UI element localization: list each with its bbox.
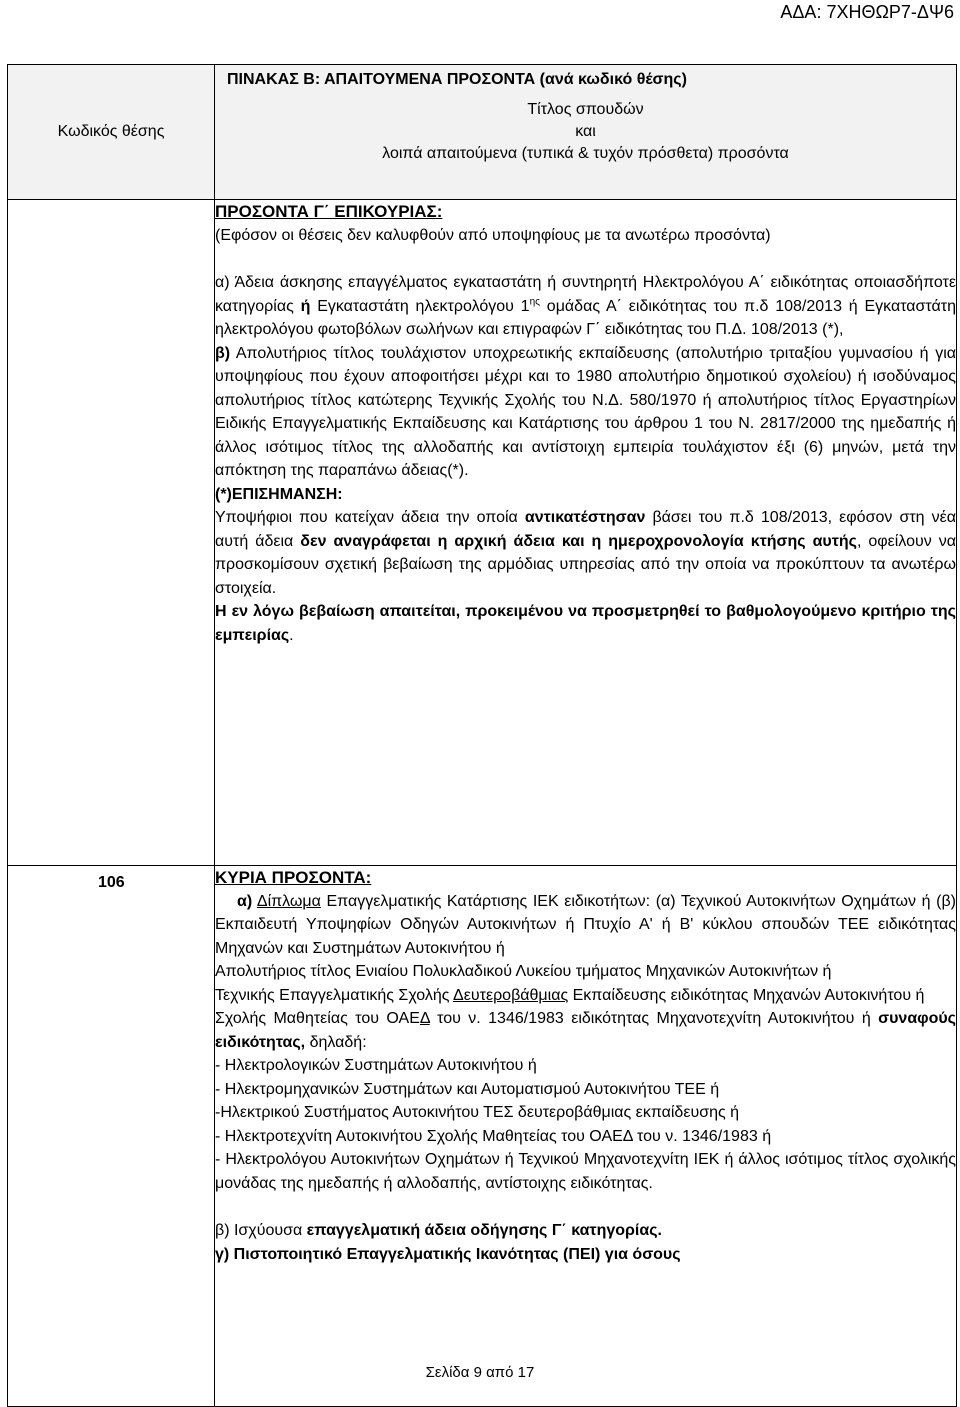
requirement-a-line: Απολυτήριος τίτλος Ενιαίου Πολυκλαδικού Λυκείου τμήματος Μηχανικών Αυτοκινήτων ή <box>215 963 832 980</box>
list-item: - Ηλεκτροτεχνίτη Αυτοκινήτου Σχολής Μαθητείας του ΟΑΕΔ του ν. 1346/1983 ή <box>215 1127 772 1145</box>
requirements-cell <box>215 866 957 1407</box>
header-title-line-3: λοιπά απαιτούμενα (τυπικά & τυχόν πρόσθετα) προσόντα <box>382 145 789 162</box>
requirement-a-line: Σχολής Μαθητείας του ΟΑΕΔ του ν. 1346/1983 ειδικότητας Μηχανοτεχνίτη Αυτοκινήτου ή συναφούς ειδικότητας, δηλαδή: <box>215 1010 956 1051</box>
header-title-cell <box>215 65 957 200</box>
list-item: - Ηλεκτρολογικών Συστημάτων Αυτοκινήτου ή <box>215 1057 537 1074</box>
section-title: ΚΥΡΙΑ ΠΡΟΣΟΝΤΑ: <box>215 868 372 887</box>
requirements-cell <box>215 200 957 866</box>
header-title-line-1: Τίτλος σπουδών <box>527 101 644 118</box>
requirements-table <box>7 64 957 1407</box>
table-row <box>8 200 957 866</box>
requirement-a: α) Δίπλωμα Επαγγελματικής Κατάρτισης ΙΕΚ ειδικοτήτων: (α) Τεχνικού Αυτοκινήτων Οχημάτων ή (β) Εκπαιδευτή Υποψηφίων Οδηγών Αυτοκινήτων ή Πτυχίο Α' ή Β' κύκλου σπουδών ΤΕΕ ειδικότητας Μηχανών και Συστημάτων Αυτοκινήτου ή <box>215 892 956 957</box>
requirement-b: β) Απολυτήριος τίτλος τουλάχιστον υποχρεωτικής εκπαίδευσης (απολυτήριο τριταξίου γυμνασίου ή για υποψηφίους που έχουν αποφοιτήσει μέχρι και το 1980 απολυτήριο δημοτικού σχολείου) ή ισοδύναμος απολυτήριος τίτλος κατώτερης Τεχνικής Σχολής του Ν.Δ. 580/1970 ή απολυτήριος τίτλος Εργαστηρίων Ειδικής Επαγγελματικής Εκπαίδευσης και Κατάρτισης του άρθρου 1 του Ν. 2817/2000 της ημεδαπής ή άλλος ισότιμος τίτλος της αλλοδαπής και αντίστοιχη εμπειρία τουλάχιστον έξι (6) μηνών, μετά την απόκτηση της παραπάνω άδειας(*). <box>215 344 956 479</box>
header-title-label <box>215 99 956 165</box>
code-cell <box>8 866 215 1407</box>
page-footer: Σελίδα 9 από 17 <box>425 1364 535 1381</box>
table-title: ΠΙΝΑΚΑΣ Β: ΑΠΑΙΤΟΥΜΕΝΑ ΠΡΟΣΟΝΤΑ (ανά κωδικό θέσης) <box>227 71 687 88</box>
header-code-label: Κωδικός θέσης <box>57 123 165 140</box>
requirement-c: γ) Πιστοποιητικό Επαγγελματικής Ικανότητας (ΠΕΙ) για όσους <box>215 1245 681 1263</box>
notice-title: (*)ΕΠΙΣΗΜΑΝΣΗ: <box>215 485 343 503</box>
requirement-b: β) Ισχύουσα επαγγελματική άδεια οδήγησης Γ΄ κατηγορίας. <box>215 1222 662 1239</box>
section-title: ΠΡΟΣΟΝΤΑ Γ΄ ΕΠΙΚΟΥΡΙΑΣ: <box>215 202 443 221</box>
table-row <box>8 866 957 1407</box>
header-title-line-2: και <box>575 123 596 140</box>
list-item: - Ηλεκτρομηχανικών Συστημάτων και Αυτοματισμού Αυτοκινήτου ΤΕΕ ή <box>215 1080 720 1098</box>
notice-text: Υποψήφιοι που κατείχαν άδεια την οποία αντικατέστησαν βάσει του π.δ 108/2013, εφόσον στη νέα αυτή άδεια δεν αναγράφεται η αρχική άδεια και η ημεροχρονολογία κτήσης αυτής, οφείλουν να προσκομίσουν σχετική βεβαίωση της αρμόδιας υπηρεσίας από την οποία να προκύπτουν τα ανωτέρω στοιχεία. <box>215 509 957 597</box>
list-item: - Ηλεκτρολόγου Αυτοκινήτων Οχημάτων ή Τεχνικού Μηχανοτεχνίτη ΙΕΚ ή άλλος ισότιμος τίτλος σχολικής μονάδας της ημεδαπής ή αλλοδαπής, αντίστοιχης ειδικότητας. <box>215 1151 956 1192</box>
requirement-a-line: Τεχνικής Επαγγελματικής Σχολής Δευτεροβάθμιας Εκπαίδευσης ειδικότητας Μηχανών Αυτοκινήτου ή <box>215 986 925 1004</box>
list-item: -Ηλεκτρικού Συστήματος Αυτοκινήτου ΤΕΣ δευτεροβάθμιας εκπαίδευσης ή <box>215 1104 740 1121</box>
section-note: (Εφόσον οι θέσεις δεν καλυφθούν από υποψηφίους με τα ανωτέρω προσόντα) <box>215 226 771 244</box>
requirement-a: α) Άδεια άσκησης επαγγέλματος εγκαταστάτη ή συντηρητή Ηλεκτρολόγου Α΄ ειδικότητας οποιασδήποτε κατηγορίας ή Εγκαταστάτη ηλεκτρολόγου $1^{\eta\varsigma}$ ομάδας Α΄ ειδικότητας του π.δ 108/2013 ή Εγκαταστάτη ηλεκτρολόγου φωτοβόλων σωλήνων και επιγραφών Γ΄ ειδικότητας του Π.Δ. 108/2013 (*), <box>215 274 956 338</box>
header-code-cell <box>8 65 215 200</box>
table-header-row <box>8 65 957 200</box>
ada-code: ΑΔΑ: 7ΧΗΘΩΡ7-ΔΨ6 <box>780 2 954 22</box>
notice-final: Η εν λόγω βεβαίωση απαιτείται, προκειμένου να προσμετρηθεί το βαθμολογούμενο κριτήριο της εμπειρίας. <box>215 603 956 644</box>
code-cell <box>8 200 215 866</box>
position-code: 106 <box>98 874 125 891</box>
